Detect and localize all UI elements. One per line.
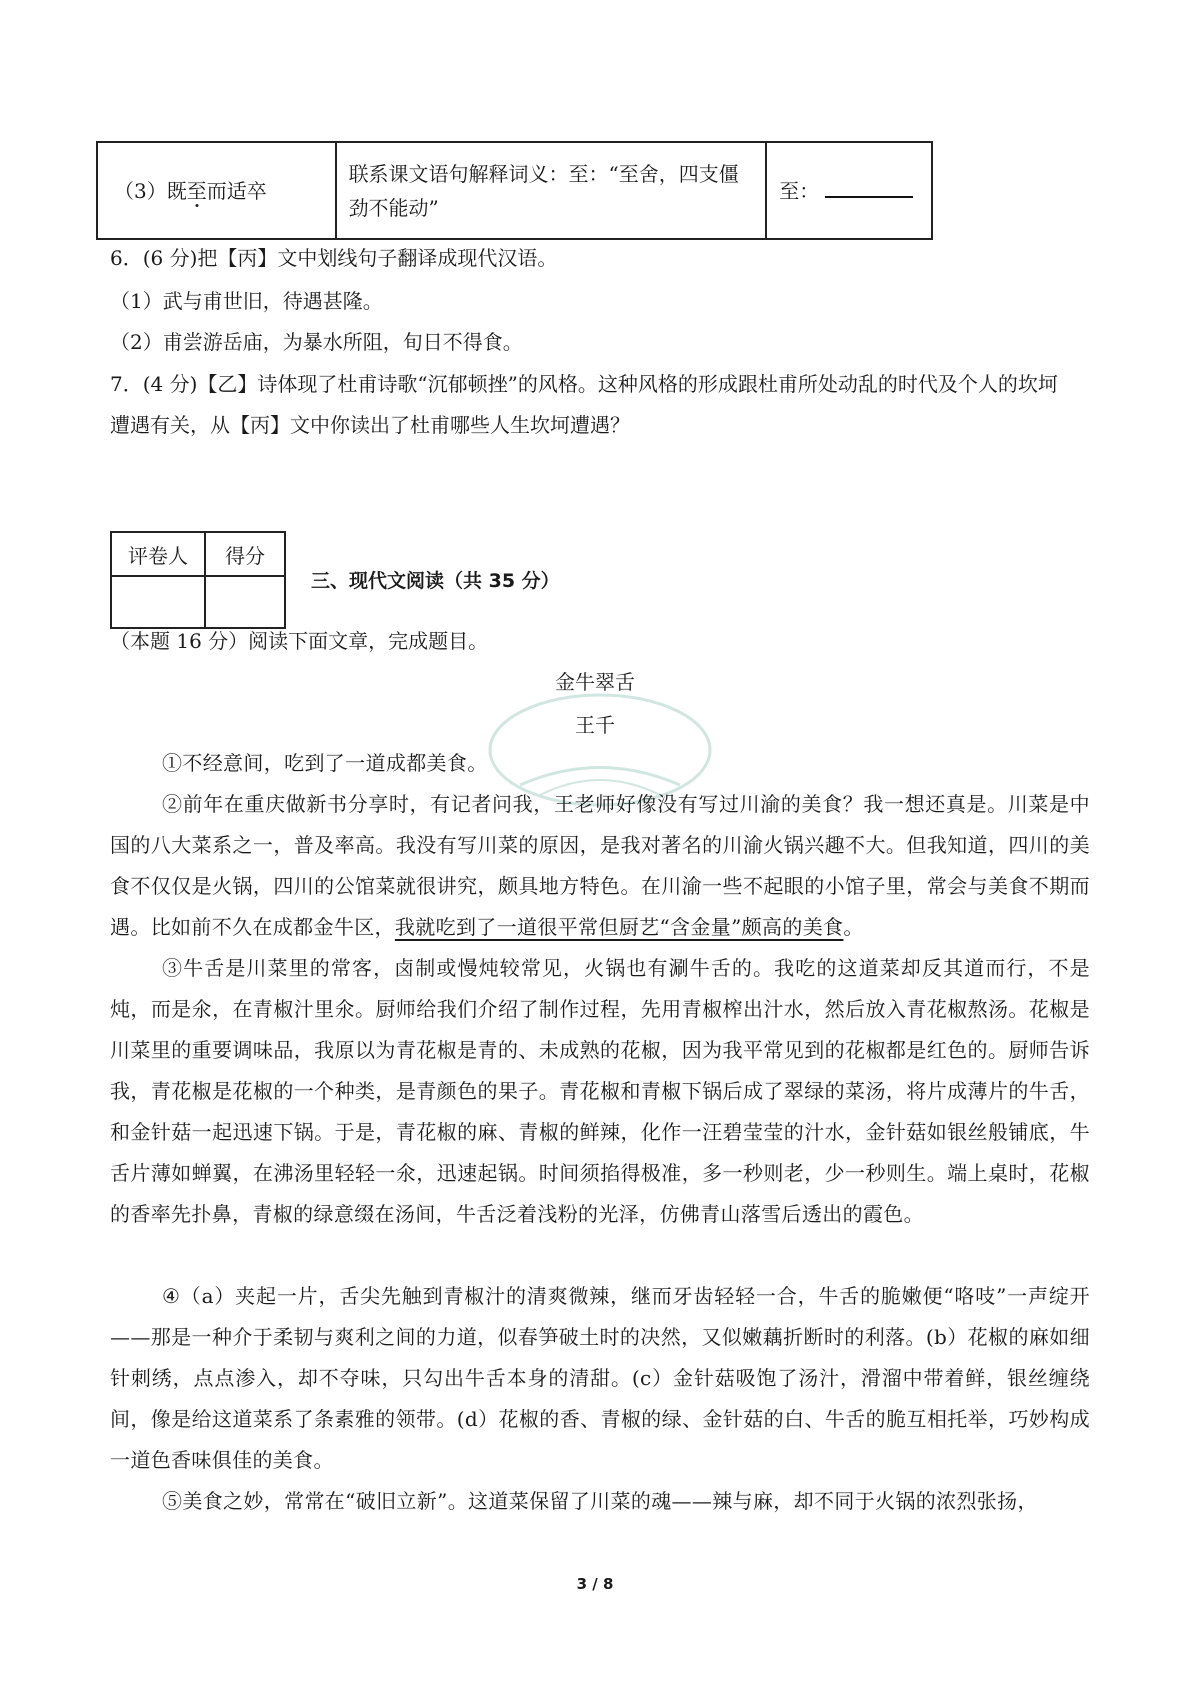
vocab-answer-cell [766,142,932,239]
dotted-char: 至 [186,178,207,203]
reviewer-label: 评卷人 [111,532,205,576]
answer-prefix: 至： [779,178,820,203]
article-paragraph-1: ①不经意间，吃到了一道成都美食。 [162,751,488,775]
grader-table [110,531,286,629]
underlined-sentence: 我就吃到了一道很平常但厨艺“含金量”颇高的美食 [394,915,844,939]
paragraph-2-end: 。 [843,915,864,939]
article-paragraph-3: ③牛舌是川菜里的常客，卤制或慢炖较常见，火锅也有涮牛舌的。我吃的这道菜却反其道而行，不是炖，而是氽，在青椒汁里氽。厨师给我们介绍了制作过程，先用青椒榨出汁水，然后放入青花椒熬汤。花椒是川菜里的重要调味品，我原以为青花椒是青的、未成熟的花椒，因为我平常见到的花椒都是红色的。厨师告诉我，青花椒是花椒的一个种类，是青颜色的果子。青花椒和青椒下锅后成了翠绿的菜汤，将片成薄片的牛舌，和金针菇一起迅速下锅。于是，青花椒的麻、青椒的鲜辣，化作一汪碧莹莹的汁水，金针菇如银丝般铺底，牛舌片薄如蝉翼，在沸汤里轻轻一氽，迅速起锅。时间须掐得极准，多一秒则老，少一秒则生。端上桌时，花椒的香率先扑鼻，青椒的绿意缀在汤间，牛舌泛着浅粉的光泽，仿佛青山落雪后透出的霞色。 [110,956,1090,1226]
question-7-line2: 遭遇有关，从【丙】文中你读出了杜甫哪些人生坎坷遭遇？ [110,413,630,437]
answer-blank[interactable] [825,176,913,198]
vocab-item-cell [97,142,336,239]
question-6-1: （1）武与甫世旧，待遇甚隆。 [110,289,383,313]
article-paragraph-2 [110,784,1090,948]
score-label: 得分 [205,532,285,576]
article-paragraph-5: ⑤美食之妙，常常在“破旧立新”。这道菜保留了川菜的魂——辣与麻，却不同于火锅的浓烈张扬， [162,1489,1038,1513]
question-6: 6．(6 分)把【丙】文中划线句子翻译成现代汉语。 [110,246,558,270]
section-title: 三、现代文阅读（共 35 分） [311,570,560,592]
article-paragraph-4: ④（a）夹起一片，舌尖先触到青椒汁的清爽微辣，继而牙齿轻轻一合，牛舌的脆嫩便“咯吱”一声绽开——那是一种介于柔韧与爽利之间的力道，似春笋破土时的决然，又似嫩藕折断时的利落。(b）花椒的麻如细针刺绣，点点渗入，却不夺味，只勾出牛舌本身的清甜。(c）金针菇吸饱了汤汁，滑溜中带着鲜，银丝缠绕间，像是给这道菜系了条素雅的领带。(d）花椒的香、青椒的绿、金针菇的白、牛舌的脆互相托举，巧妙构成一道色香味俱佳的美食。 [110,1284,1090,1472]
table-row [111,532,285,576]
vocab-method-cell: 联系课文语句解释词义：至：“至舍，四支僵劲不能动” [336,142,767,239]
article-title: 金牛翠舌 [555,670,635,694]
article-author: 王千 [575,713,615,737]
vocab-item-suffix: 而适卒 [206,178,267,203]
paragraph-2-text: ②前年在重庆做新书分享时，有记者问我，王老师好像没有写过川渝的美食？我一想还真是。川菜是中国的八大菜系之一，普及率高。我没有写川菜的原因，是我对著名的川渝火锅兴趣不大。但我知道，四川的美食不仅仅是火锅，四川的公馆菜就很讲究，颇具地方特色。在川渝一些不起眼的小馆子里，常会与美食不期而遇。比如前不久在成都金牛区， [110,792,1090,939]
reviewer-blank[interactable] [111,576,205,628]
question-7-line1: 7．(4 分)【乙】诗体现了杜甫诗歌“沉郁顿挫”的风格。这种风格的形成跟杜甫所处动乱的时代及个人的坎坷 [110,372,1058,396]
vocab-table [96,141,933,240]
page-number: 3 / 8 [576,1575,614,1593]
reading-instruction: （本题 16 分）阅读下面文章，完成题目。 [110,629,489,653]
table-row [97,142,932,239]
table-row [111,576,285,628]
score-blank[interactable] [205,576,285,628]
vocab-item-prefix: （3）既 [114,178,187,203]
question-6-2: （2）甫尝游岳庙，为暴水所阻，旬日不得食。 [110,330,523,354]
